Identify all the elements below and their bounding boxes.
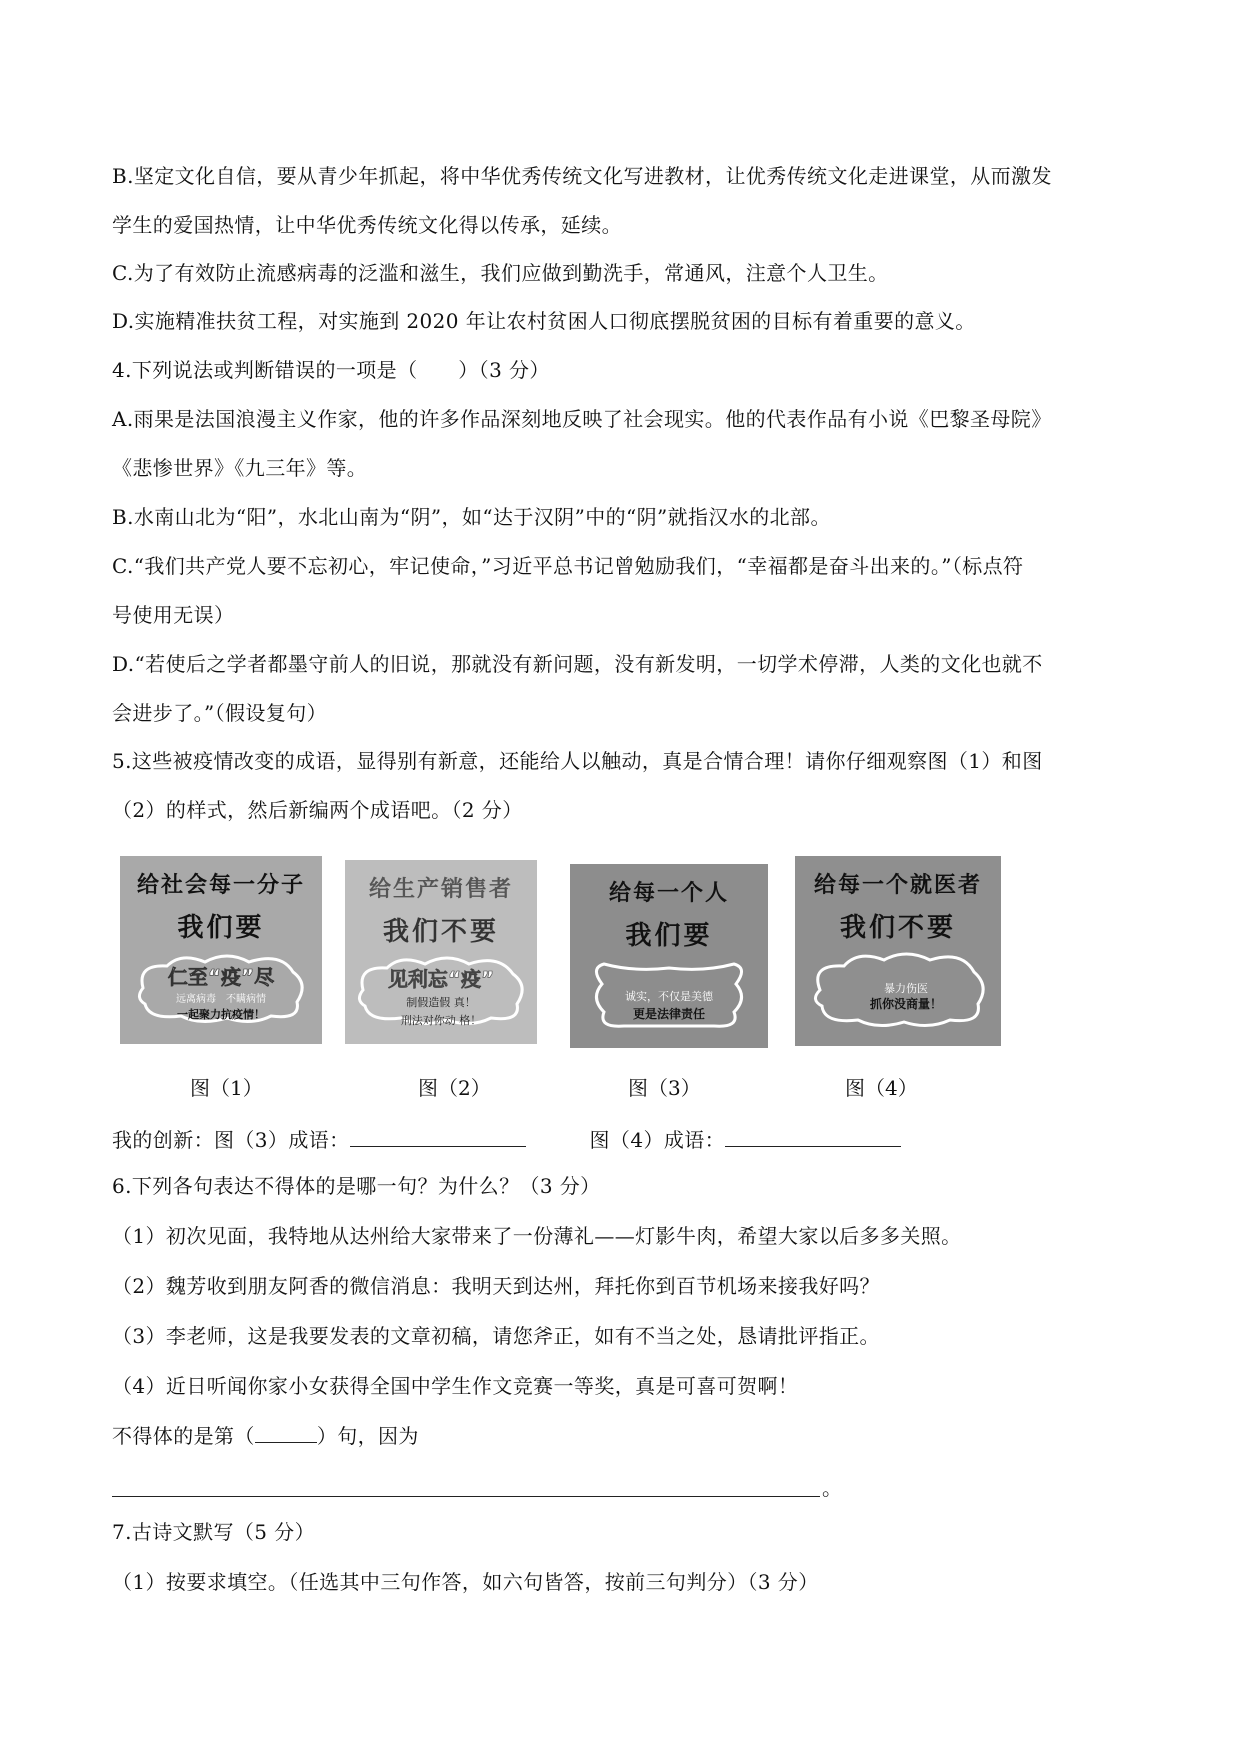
option-d: D.实施精准扶贫工程，对实施到 2020 年让农村贫困人口彻底摆脱贫困的目标有着重要的意义。 — [112, 309, 976, 333]
q6-answer-suffix: ）句，因为 — [316, 1424, 419, 1448]
figure-4 — [795, 856, 1001, 1046]
figure-2-small-1: 制假造假 真！ — [406, 996, 476, 1009]
figure-3-caption: 图（3） — [628, 1076, 701, 1100]
q6-period: 。 — [822, 1476, 843, 1500]
option-b-line-1: B.坚定文化自信，要从青少年抓起，将中华优秀传统文化写进教材，让优秀传统文化走进课堂，从而激发 — [112, 164, 1052, 188]
figure-4-small-2: 抓你没商量！ — [869, 997, 943, 1011]
figure-2-subheading: 我们不要 — [382, 917, 499, 947]
figure-1-idiom: 仁至“疫”尽 — [167, 965, 275, 989]
figure-2-idiom: 见利忘“疫” — [387, 967, 495, 991]
q7-part-1: （1）按要求填空。（任选其中三句作答，如六句皆答，按前三句判分）（3 分） — [112, 1570, 819, 1594]
figure-1-heading: 给社会每一分子 — [136, 873, 305, 898]
figure-4-caption: 图（4） — [845, 1076, 918, 1100]
answer-label-fig3: 我的创新：图（3）成语： — [112, 1128, 350, 1152]
q4-option-c-line-1: C.“我们共产党人要不忘初心，牢记使命，”习近平总书记曾勉励我们，“幸福都是奋斗出来的。”（标点符 — [112, 554, 1024, 578]
q6-sentence-3: （3）李老师，这是我要发表的文章初稿，请您斧正，如有不当之处，恳请批评指正。 — [112, 1324, 880, 1348]
cloud-shape — [806, 950, 990, 1030]
q6-reason-blank[interactable] — [112, 1496, 820, 1497]
figure-panels — [0, 856, 1241, 1056]
cloud-shape — [353, 954, 529, 1030]
answer-blank-fig3[interactable] — [350, 1124, 526, 1147]
q4-option-b: B.水南山北为“阳”，水北山南为“阴”，如“达于汉阴”中的“阴”就指汉水的北部。 — [112, 505, 831, 529]
figure-2-caption: 图（2） — [418, 1076, 491, 1100]
q4-option-d-line-1: D.“若使后之学者都墨守前人的旧说，那就没有新问题，没有新发明，一切学术停滞，人类的文化也就不 — [112, 652, 1043, 676]
figure-2-heading: 给生产销售者 — [368, 877, 513, 902]
answer-blank-fig4[interactable] — [725, 1124, 901, 1147]
figure-3 — [570, 864, 768, 1048]
figure-2-small-2: 刑法对你动 格！ — [400, 1014, 482, 1027]
figure-3-small-2: 更是法律责任 — [632, 1007, 706, 1021]
q6-sentence-4: （4）近日听闻你家小女获得全国中学生作文竞赛一等奖，真是可喜可贺啊！ — [112, 1374, 799, 1398]
figure-3-subheading: 我们要 — [625, 921, 713, 951]
question-5-line-2: （2）的样式，然后新编两个成语吧。（2 分） — [112, 798, 523, 822]
figure-2 — [345, 860, 537, 1044]
question-6: 6.下列各句表达不得体的是哪一句？为什么？（3 分） — [112, 1174, 601, 1198]
q6-sentence-1: （1）初次见面，我特地从达州给大家带来了一份薄礼——灯影牛肉，希望大家以后多多关照。 — [112, 1224, 962, 1248]
figure-3-heading: 给每一个人 — [608, 881, 729, 906]
figure-1-small-2: 一起聚力抗疫情！ — [177, 1008, 265, 1021]
q4-option-a-line-1: A.雨果是法国浪漫主义作家，他的许多作品深刻地反映了社会现实。他的代表作品有小说《巴黎圣母院》 — [112, 407, 1052, 431]
figure-4-heading: 给每一个就医者 — [813, 873, 982, 898]
figure-3-small-1: 诚实，不仅是美德 — [625, 990, 713, 1003]
q4-option-a-line-2: 《悲惨世界》《九三年》等。 — [112, 456, 368, 480]
question-7: 7.古诗文默写（5 分） — [112, 1520, 315, 1544]
question-4: 4.下列说法或判断错误的一项是（ ）（3 分） — [112, 358, 550, 382]
option-c: C.为了有效防止流感病毒的泛滥和滋生，我们应做到勤洗手，常通风，注意个人卫生。 — [112, 261, 889, 285]
figure-1-small-1: 远离病毒 不瞒病情 — [176, 994, 266, 1005]
q4-option-d-line-2: 会进步了。”（假设复句） — [112, 701, 328, 725]
q6-answer-line — [112, 1420, 419, 1450]
q6-sentence-2: （2）魏芳收到朋友阿香的微信消息：我明天到达州，拜托你到百节机场来接我好吗？ — [112, 1274, 880, 1298]
cloud-shape — [131, 950, 311, 1026]
figure-1-subheading: 我们要 — [177, 913, 265, 943]
option-b-line-2: 学生的爱国热情，让中华优秀传统文化得以传承，延续。 — [112, 213, 622, 237]
vase-shape — [584, 958, 754, 1032]
answer-label-fig4: 图（4）成语： — [589, 1128, 726, 1152]
answer-row — [112, 1124, 901, 1154]
figure-4-small-1: 暴力伤医 — [884, 982, 928, 995]
q6-answer-prefix: 不得体的是第（ — [112, 1424, 255, 1448]
q4-option-c-line-2: 号使用无误） — [112, 603, 235, 627]
q6-sentence-number-blank[interactable] — [255, 1420, 317, 1443]
figure-4-subheading: 我们不要 — [839, 913, 956, 943]
question-5-line-1: 5.这些被疫情改变的成语，显得别有新意，还能给人以触动，真是合情合理！请你仔细观察图（1）和图 — [112, 749, 1043, 773]
figure-1 — [120, 856, 322, 1044]
figure-1-caption: 图（1） — [190, 1076, 263, 1100]
